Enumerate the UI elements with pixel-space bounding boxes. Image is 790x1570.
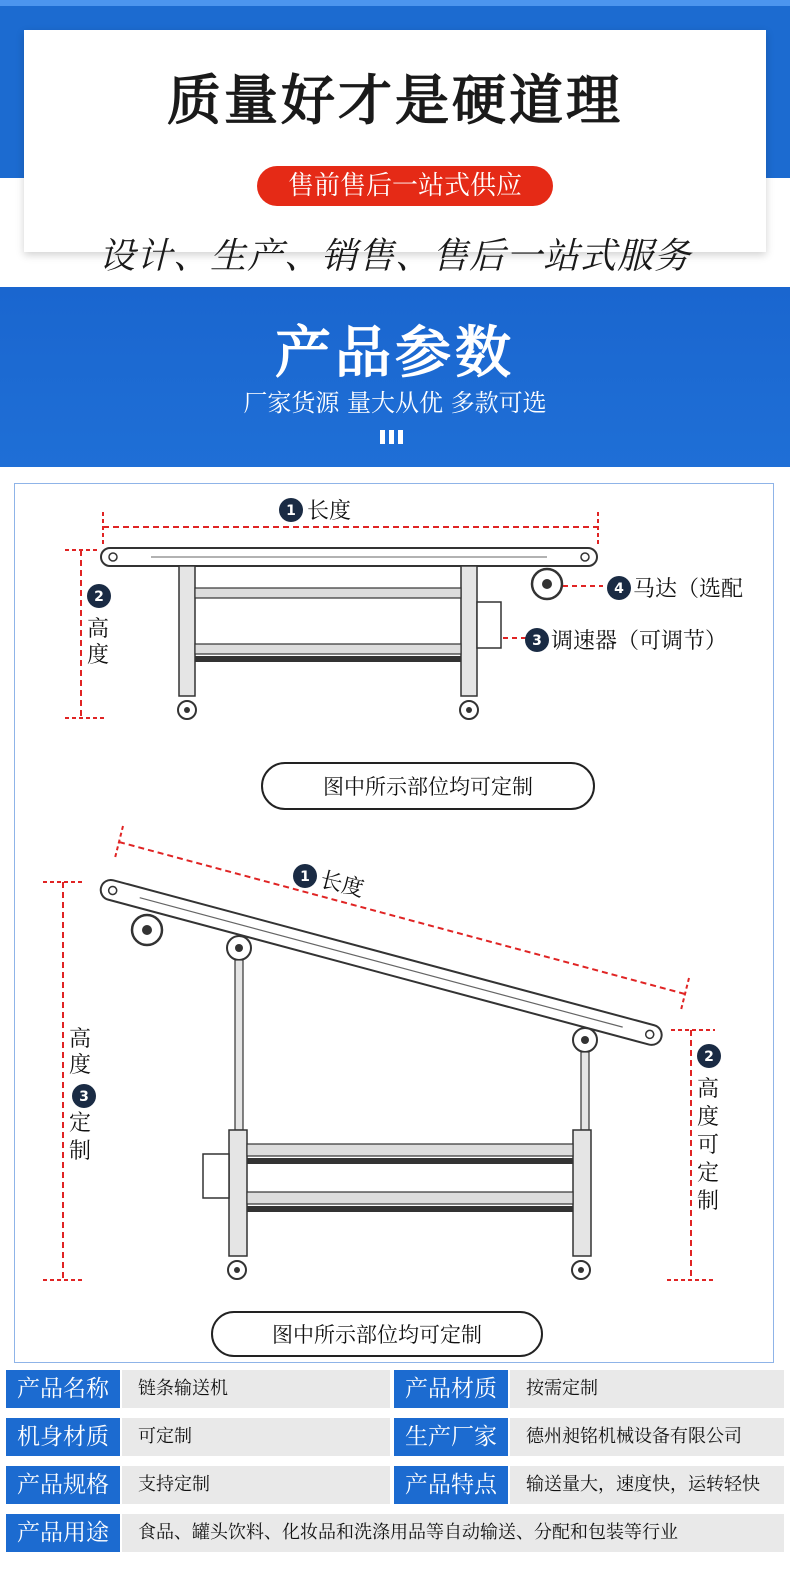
height-num: 2	[94, 589, 104, 605]
flat-note: 图中所示部位均可定制	[323, 775, 533, 799]
incline-left-label-4: 制	[69, 1139, 92, 1164]
incline-right-label-3: 可	[697, 1133, 720, 1158]
motor-label: 马达（选配	[633, 577, 744, 602]
incline-right-label-5: 制	[697, 1189, 720, 1214]
height-label-1: 高	[87, 617, 110, 642]
spec-value: 德州昶铭机械设备有限公司	[510, 1418, 784, 1456]
incline-right-label-1: 高	[697, 1077, 720, 1102]
slogan-card	[24, 30, 766, 277]
length-num: 1	[286, 503, 296, 519]
incline-length-label: 长度	[317, 867, 367, 903]
speed-label: 调速器（可调节）	[551, 629, 728, 654]
params-title: 产品参数	[275, 321, 515, 386]
spec-label: 产品特点	[394, 1466, 508, 1504]
flat-conveyor	[65, 498, 743, 809]
spec-value: 输送量大，速度快，运转轻快	[510, 1466, 784, 1504]
spec-value: 食品、罐头饮料、化妆品和洗涤用品等自动输送、分配和包装等行业	[122, 1514, 784, 1552]
incline-right-num: 2	[704, 1049, 714, 1065]
incline-conveyor	[43, 826, 721, 1356]
slogan-title: 质量好才是硬道理	[167, 69, 623, 132]
params-subtitle: 厂家货源 量大从优 多款可选	[243, 389, 547, 417]
spec-row	[0, 1466, 790, 1506]
incline-left-label-2: 度	[69, 1053, 92, 1078]
motor-num: 4	[614, 581, 624, 597]
spec-row	[0, 1418, 790, 1458]
speed-num: 3	[532, 633, 542, 649]
spec-value: 按需定制	[510, 1370, 784, 1408]
spec-label: 产品名称	[6, 1370, 120, 1408]
conveyor-diagrams	[15, 484, 775, 1364]
spec-row	[0, 1370, 790, 1410]
spec-label: 产品用途	[6, 1514, 120, 1552]
service-pill: 售前售后一站式供应	[257, 166, 553, 206]
spec-value: 支持定制	[122, 1466, 390, 1504]
incline-left-label-1: 高	[69, 1027, 92, 1052]
spec-label: 生产厂家	[394, 1418, 508, 1456]
spec-row	[0, 1514, 790, 1554]
incline-length-num: 1	[300, 869, 310, 885]
conveyor-diagram-frame	[14, 483, 774, 1363]
spec-label: 机身材质	[6, 1418, 120, 1456]
spec-value: 链条输送机	[122, 1370, 390, 1408]
incline-right-label-4: 定	[697, 1161, 720, 1186]
slogan-subtitle: 设计、生产、销售、售后一站式服务	[98, 236, 691, 277]
incline-right-label-2: 度	[697, 1105, 720, 1130]
spec-label: 产品材质	[394, 1370, 508, 1408]
decorative-bars	[380, 429, 407, 448]
spec-value: 可定制	[122, 1418, 390, 1456]
incline-note: 图中所示部位均可定制	[272, 1323, 482, 1347]
spec-label: 产品规格	[6, 1466, 120, 1504]
incline-left-num: 3	[79, 1089, 89, 1105]
height-label-2: 度	[87, 643, 110, 668]
incline-left-label-3: 定	[69, 1111, 92, 1136]
params-banner	[0, 287, 790, 467]
length-label: 长度	[307, 499, 352, 524]
